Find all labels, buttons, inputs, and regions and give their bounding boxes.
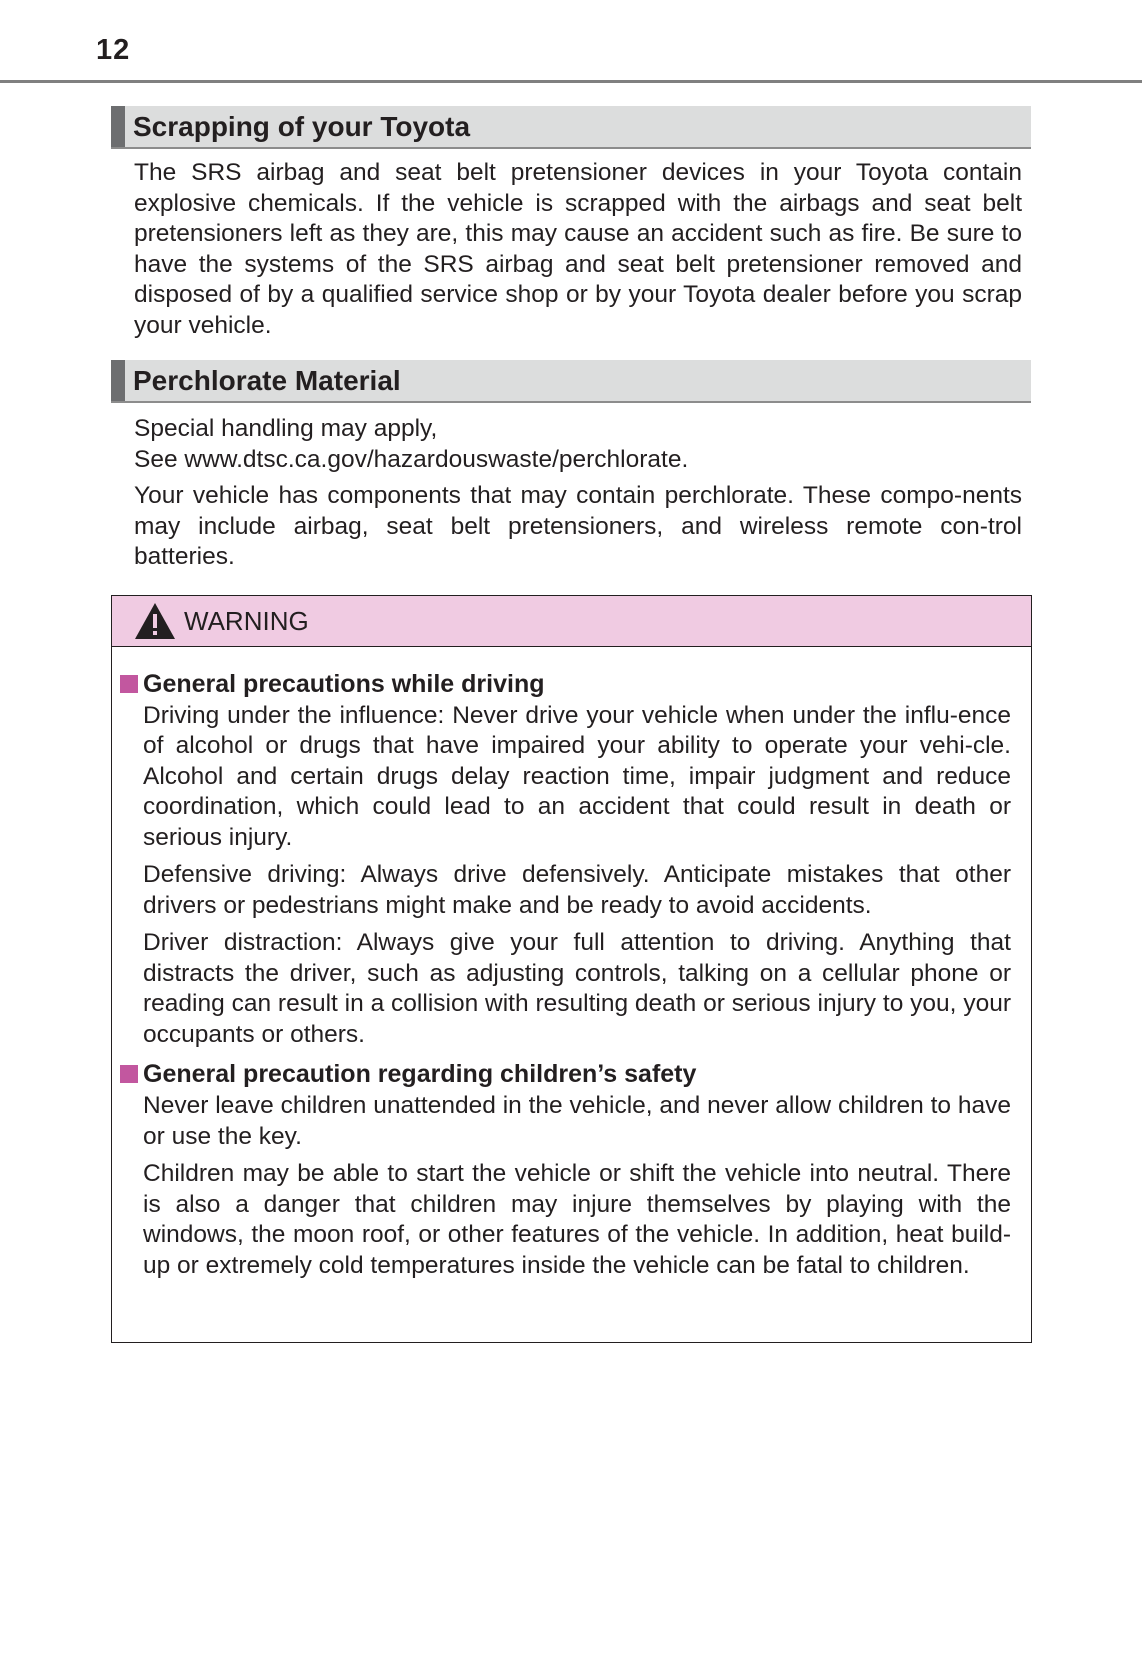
warning-subheading [143,1057,1031,1091]
section-header-scrapping [111,106,1031,149]
warning-triangle-icon [134,602,176,640]
warning-label: WARNING [184,605,309,636]
header-divider [0,80,1142,83]
warning-paragraph: Never leave children unattended in the vehicle, and never allow children to have or use the key. [143,1092,1011,1150]
section-paragraph: Special handling may apply, [134,415,438,442]
warning-subheading-text: General precaution regarding children’s safety [143,1060,697,1088]
warning-box [111,595,1032,1343]
warning-paragraph: Defensive driving: Always drive defensively. Anticipate mistakes that other drivers or pedestrians might make and be ready to avoid accidents. [143,861,1011,919]
bullet-square-icon [120,1065,138,1083]
page-number: 12 [96,34,131,66]
bullet-square-icon [120,675,138,693]
warning-paragraph: Driving under the influence: Never drive your vehicle when under the influ-ence of alcohol or drugs that have impaired your ability to operate your vehi-cle. Alcohol and certain drugs delay reaction time, impair judgment and reduce coordination, which could lead to an accident that could result in death or serious injury. [143,701,1011,851]
section-header-bar [111,360,125,401]
section-paragraph: See www.dtsc.ca.gov/hazardouswaste/perchlorate. [134,445,689,473]
section-paragraph: The SRS airbag and seat belt pretensioner devices in your Toyota contain explosive chemicals. If the vehicle is scrapped with the airbags and seat belt pretensioners left as they are, this may cause an accident such as fire. Be sure to have the systems of the SRS airbag and seat belt pretensioner removed and disposed of by a qualified service shop or by your Toyota dealer before you scrap your vehicle. [134,159,1022,339]
warning-header [112,596,1031,647]
warning-subheading-text: General precautions while driving [143,669,545,698]
section-title: Perchlorate Material [133,365,401,396]
section-header-perchlorate [111,360,1031,403]
warning-subheading [143,667,1031,701]
warning-paragraph: Children may be able to start the vehicle or shift the vehicle into neutral. There is also a danger that children may injure themselves by playing with the windows, the moon roof, or other features of the vehicle. In addition, heat build-up or extremely cold temperatures inside the vehicle can be fatal to children. [143,1160,1011,1279]
section-title: Scrapping of your Toyota [133,111,471,142]
section-header-bar [111,106,125,147]
warning-body [112,647,1031,1282]
warning-paragraph: Driver distraction: Always give your full attention to driving. Anything that distracts the driver, such as adjusting controls, talking on a cellular phone or reading can result in a collision with resulting death or serious injury to you, your occupants or others. [143,929,1011,1048]
page-content [111,106,1031,1343]
section-paragraph: Your vehicle has components that may contain perchlorate. These compo-nents may include airbag, seat belt pretensioners, and wireless remote con-trol batteries. [134,482,1022,570]
